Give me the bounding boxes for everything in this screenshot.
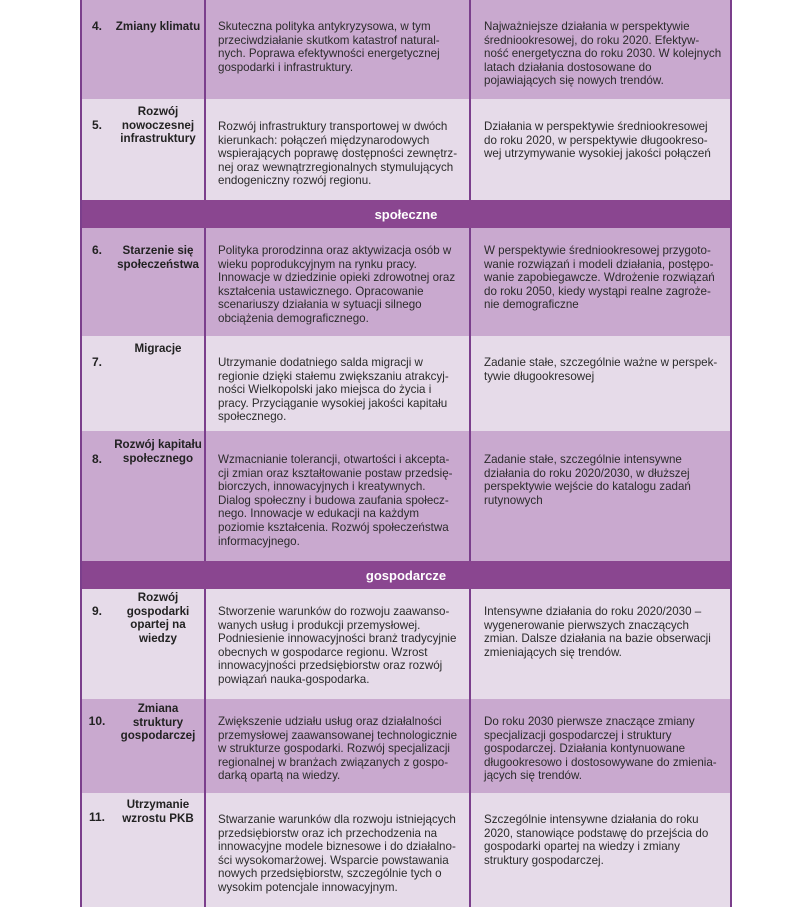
row-number: 8. bbox=[91, 452, 102, 466]
challenge-name: Migracje bbox=[112, 336, 206, 431]
row-number: 4. bbox=[91, 19, 102, 33]
section-title: społeczne bbox=[374, 207, 438, 222]
challenge-name: Rozwój kapitału społecznego bbox=[112, 431, 206, 561]
section-header-social bbox=[82, 200, 730, 228]
row-number: 5. bbox=[91, 118, 102, 132]
challenge-description: Zwiększenie udziału usług oraz działalności przemysłowej zaawansowanej technologicznie w strukturze gospodarki. Rozwój specjalizacji regionalnej w branżach związanych z gospo-darką opartą na wiedzy. bbox=[206, 699, 471, 793]
table-row bbox=[82, 99, 730, 200]
challenge-description: Stworzenie warunków do rozwoju zaawanso-wanych usług i produkcji przemysłowej. Podniesienie innowacyjności branż tradycyjnie obecnych w gospodarce regionu. Wzrost innowacyjności przedsiębiorstw oraz rozwój powiązań nauka-gospodarka. bbox=[206, 589, 471, 699]
table-row bbox=[82, 699, 730, 793]
section-header-economic bbox=[82, 561, 730, 589]
challenge-timeframe: Działania w perspektywie średniookresowej do roku 2020, w perspektywie długookreso-wej utrzymywanie wysokiej jakości połączeń bbox=[484, 120, 711, 161]
table-row bbox=[82, 228, 730, 336]
challenge-name: Rozwój gospodarki opartej na wiedzy bbox=[112, 589, 206, 699]
challenge-description: Skuteczna polityka antykryzysowa, w tym przeciwdziałanie skutkom katastrof natural-nych. Poprawa efektywności energetycznej gospodarki i infrastruktury. bbox=[206, 0, 471, 99]
challenge-timeframe: Zadanie stałe, szczególnie ważne w perspek-tywie długookresowej bbox=[484, 356, 718, 383]
challenge-timeframe: Szczególnie intensywne działania do roku 2020, stanowiące podstawę do przejścia do gospodarki opartej na wiedzy i zmiany struktury gospodarczej. bbox=[484, 813, 709, 867]
row-number: 11. bbox=[88, 810, 106, 824]
section-title: gospodarcze bbox=[365, 568, 447, 583]
challenge-name: Zmiany klimatu bbox=[112, 0, 206, 99]
challenge-timeframe: Zadanie stałe, szczególnie intensywne działania do roku 2020/2030, w dłuższej perspektywie wejście do katalogu zadań rutynowych bbox=[484, 453, 691, 507]
challenge-timeframe: Do roku 2030 pierwsze znaczące zmiany specjalizacji gospodarczej i struktury gospodarczej. Działania kontynuowane długookresowo i dostosowywane do zmienia-jących się trendów. bbox=[484, 715, 717, 783]
row-number: 9. bbox=[91, 604, 102, 618]
table-row bbox=[82, 793, 730, 907]
table-row bbox=[82, 336, 730, 431]
challenge-name: Rozwój nowoczesnej infrastruktury bbox=[112, 99, 206, 200]
challenge-description: Polityka prorodzinna oraz aktywizacja osób w wieku poprodukcyjnym na rynku pracy. Innowacje w dziedzinie opieki zdrowotnej oraz kształcenia ustawicznego. Opracowanie scenariuszy działania w sytuacji silnego obciążenia demograficznego. bbox=[206, 228, 471, 336]
row-number: 10. bbox=[88, 714, 106, 728]
challenge-timeframe: Najważniejsze działania w perspektywie średniookresowej, do roku 2020. Efektyw-ność energetyczna do roku 2030. W kolejnych latach działania dostosowane do pojawiających się nowych trendów. bbox=[484, 20, 722, 88]
table-row bbox=[82, 589, 730, 699]
challenge-timeframe: W perspektywie średniookresowej przygoto-wanie rozwiązań i modeli działania, postępo-wanie zapobiegawcze. Wdrożenie rozwiązań do roku 2050, kiedy wystąpi realne zagroże-nie demograficzne bbox=[484, 244, 715, 312]
challenge-description: Stwarzanie warunków dla rozwoju istniejących przedsiębiorstw oraz ich przechodzenia na innowacyjne modele biznesowe i do działalno-ści wysokomarżowej. Wsparcie powstawania nowych przedsiębiorstw, szczególnie tych o wysokim potencjale innowacyjnym. bbox=[206, 793, 471, 907]
challenge-description: Wzmacnianie tolerancji, otwartości i akcepta-cji zmian oraz kształtowanie postaw przedsię-biorczych, innowacyjnych i kreatywnych. Dialog społeczny i budowa zaufania społecz-nego. Innowacje w edukacji na każdym poziomie kształcenia. Rozwój społeczeństwa informacyjnego. bbox=[206, 431, 471, 561]
challenge-timeframe: Intensywne działania do roku 2020/2030 – wygenerowanie pierwszych znaczących zmian. Dalsze działania na bazie obserwacji zmieniających się trendów. bbox=[484, 605, 711, 659]
challenge-description: Utrzymanie dodatniego salda migracji w regionie dzięki stałemu zwiększaniu atrakcyj-ności Wielkopolski jako miejsca do życia i pracy. Przyciąganie wysokiej jakości kapitału społecznego. bbox=[206, 336, 471, 431]
row-number: 6. bbox=[91, 243, 102, 257]
table-row bbox=[82, 431, 730, 561]
row-number: 7. bbox=[91, 355, 102, 369]
challenge-name: Utrzymanie wzrostu PKB bbox=[112, 793, 206, 907]
challenge-description: Rozwój infrastruktury transportowej w dwóch kierunkach: połączeń międzynarodowych wspierających poprawę dostępności zewnętrz-nej oraz wewnątrzregionalnych stymulujących endogeniczny rozwój regionu. bbox=[206, 99, 471, 200]
table-row bbox=[82, 0, 730, 99]
challenge-name: Starzenie się społeczeństwa bbox=[112, 228, 206, 336]
challenges-table bbox=[80, 0, 732, 907]
challenge-name: Zmiana struktury gospodarczej bbox=[112, 699, 206, 793]
